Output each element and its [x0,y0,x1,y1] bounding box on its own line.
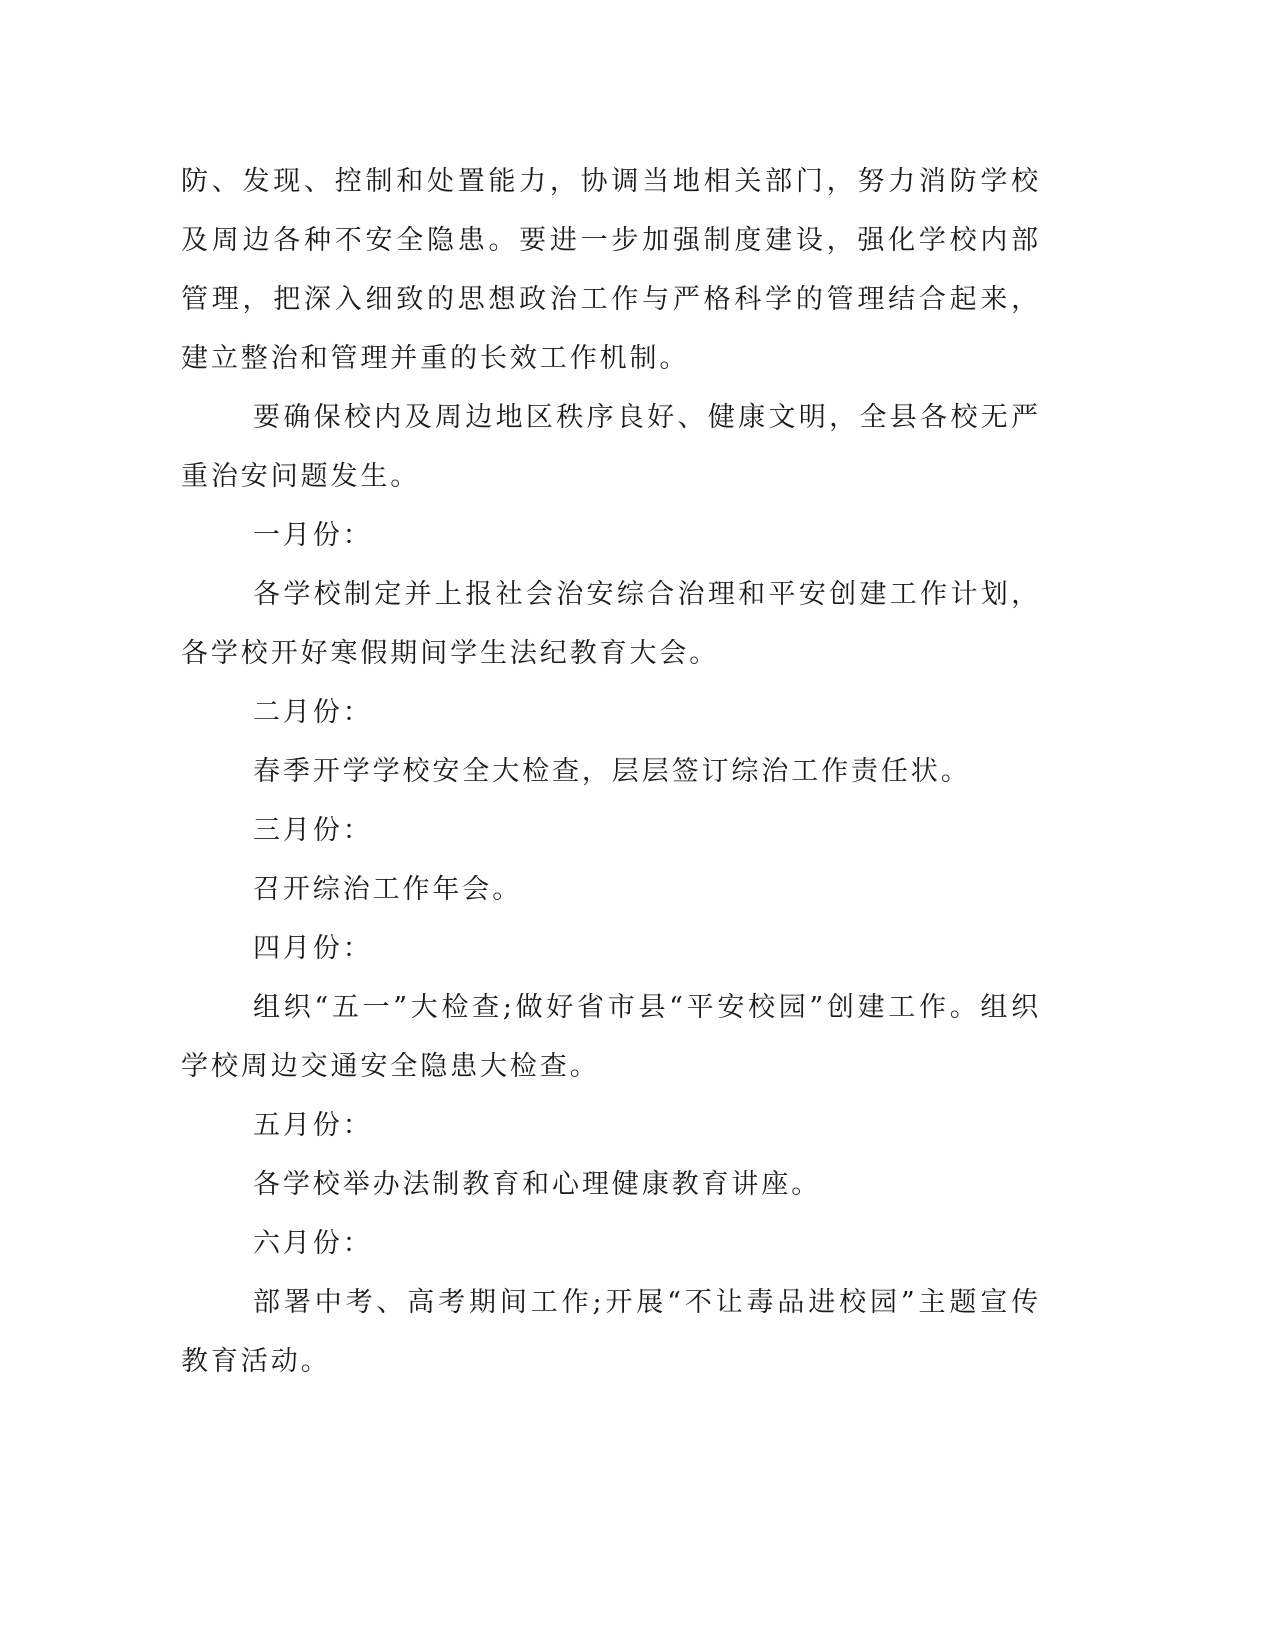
month-heading-april: 四月份： [253,933,373,964]
month-heading-june: 六月份： [253,1228,373,1259]
month-heading-february: 二月份： [253,697,373,728]
document-body [181,152,1041,1391]
month-heading-january: 一月份： [253,520,373,551]
paragraph-april: 组织“五一”大检查;做好省市县“平安校园”创建工作。组织学校周边交通安全隐患大检查。 [181,992,1041,1082]
paragraph-june: 部署中考、高考期间工作;开展“不让毒品进校园”主题宣传教育活动。 [181,1287,1041,1377]
paragraph-january: 各学校制定并上报社会治安综合治理和平安创建工作计划，各学校开好寒假期间学生法纪教育大会。 [181,579,1041,669]
month-heading-may: 五月份： [253,1110,373,1141]
month-heading-march: 三月份： [253,815,373,846]
paragraph-goal: 要确保校内及周边地区秩序良好、健康文明，全县各校无严重治安问题发生。 [181,402,1041,492]
paragraph-february: 春季开学学校安全大检查，层层签订综治工作责任状。 [253,756,971,787]
paragraph-march: 召开综治工作年会。 [253,874,523,905]
paragraph-may: 各学校举办法制教育和心理健康教育讲座。 [253,1169,822,1200]
paragraph-continuation: 防、发现、控制和处置能力，协调当地相关部门，努力消防学校及周边各种不安全隐患。要进一步加强制度建设，强化学校内部管理，把深入细致的思想政治工作与严格科学的管理结合起来，建立整治和管理并重的长效工作机制。 [181,166,1041,374]
